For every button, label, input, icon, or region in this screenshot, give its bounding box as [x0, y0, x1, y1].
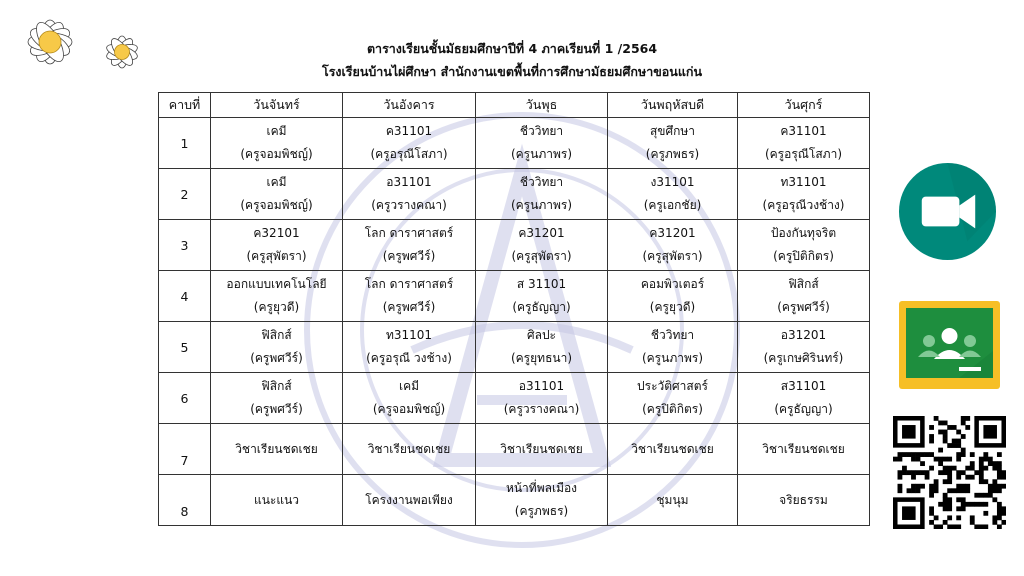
column-header-thursday: วันพฤหัสบดี: [608, 93, 738, 118]
schedule-cell: [343, 322, 476, 373]
teacher-label: (ครูสุพัตรา): [246, 249, 307, 263]
subject-label: อ31101: [386, 175, 432, 189]
qr-code-icon[interactable]: [893, 416, 1006, 529]
subject-label: ชีววิทยา: [519, 124, 564, 138]
schedule-cell: [343, 271, 476, 322]
subject-label: อ31201: [780, 328, 827, 342]
column-header-tuesday: วันอังคาร: [343, 93, 476, 118]
schedule-cell: [738, 271, 870, 322]
schedule-cell: [608, 271, 738, 322]
schedule-cell: [738, 118, 870, 169]
google-classroom-icon[interactable]: [899, 301, 1000, 389]
subject-label: ฟิสิกส์: [261, 328, 292, 342]
table-row: [159, 475, 870, 526]
teacher-label: (ครูเอกชัย): [643, 198, 702, 212]
teacher-label: (ครูธัญญา): [512, 300, 571, 314]
subject-label: ง31101: [650, 175, 695, 189]
teacher-label: (ครูอรุณีโสภา): [370, 147, 448, 161]
table-row: [159, 118, 870, 169]
subject-label: ท31101: [385, 328, 433, 342]
schedule-cell: [211, 220, 343, 271]
schedule-cell: [476, 475, 608, 526]
table-row: [159, 169, 870, 220]
teacher-label: (ครูจอมพิชญ์): [372, 402, 446, 416]
table-row: [159, 373, 870, 424]
schedule-cell: [211, 271, 343, 322]
schedule-cell: [476, 169, 608, 220]
period-number: 5: [159, 322, 211, 373]
subject-label: ส31101: [780, 379, 827, 393]
page-title: ตารางเรียนชั้นมัธยมศึกษาปีที่ 4 ภาคเรียนที่ 1 /2564: [366, 41, 658, 56]
schedule-cell: [211, 373, 343, 424]
teacher-label: (ครูยุวดี): [649, 300, 696, 314]
subject-label: เคมี: [266, 124, 287, 138]
subject-label: ค31101: [385, 124, 433, 138]
subject-label: ค31201: [649, 226, 696, 240]
schedule-cell: [476, 271, 608, 322]
teacher-label: (ครูสุพัตรา): [511, 249, 572, 263]
teacher-label: (ครูภพธร): [514, 504, 569, 518]
schedule-cell: [476, 373, 608, 424]
subject-label: จริยธรรม: [779, 492, 828, 507]
teacher-label: (ครูพศวีร์): [250, 351, 303, 365]
period-number: 1: [159, 118, 211, 169]
teacher-label: (ครูนภาพร): [510, 147, 573, 161]
subject-label: ป้องกันทุจริต: [770, 226, 837, 240]
period-number: 2: [159, 169, 211, 220]
teacher-label: (ครูนภาพร): [641, 351, 704, 365]
schedule-cell: [738, 220, 870, 271]
subject-label: ส 31101: [516, 277, 567, 291]
teacher-label: (ครูวรางคณา): [371, 198, 447, 212]
schedule-cell: [738, 169, 870, 220]
teacher-label: (ครูธัญญา): [774, 402, 833, 416]
teacher-label: (ครูยุทธนา): [510, 351, 573, 365]
teacher-label: (ครูนภาพร): [510, 198, 573, 212]
subject-label: อ31101: [518, 379, 565, 393]
subject-label: ค31101: [780, 124, 827, 138]
schedule-cell: [211, 169, 343, 220]
subject-label: ค32101: [253, 226, 300, 240]
table-row: [159, 322, 870, 373]
table-header-row: [159, 93, 870, 118]
schedule-cell: วิชาเรียนชดเชย: [608, 424, 738, 475]
schedule-cell: [476, 322, 608, 373]
subject-label: หน้าที่พลเมือง: [505, 481, 578, 495]
period-number: 6: [159, 373, 211, 424]
teacher-label: (ครูวรางคณา): [503, 402, 580, 416]
period-number: 8: [180, 504, 189, 519]
schedule-cell: [343, 220, 476, 271]
column-header-friday: วันศุกร์: [738, 93, 870, 118]
subject-label: ฟิสิกส์: [261, 379, 292, 393]
schedule-cell: [738, 373, 870, 424]
subject-label: โลก ดาราศาสตร์: [364, 277, 454, 291]
teacher-label: (ครูพศวีร์): [250, 402, 303, 416]
schedule-cell: วิชาเรียนชดเชย: [211, 424, 343, 475]
subject-label: ประวัติศาสตร์: [637, 379, 708, 393]
teacher-label: (ครูสุพัตรา): [642, 249, 703, 263]
table-row: [159, 220, 870, 271]
schedule-cell: [211, 475, 343, 526]
period-number-cell: [159, 475, 211, 526]
schedule-cell: [211, 118, 343, 169]
teacher-label: (ครูปิติกิตร): [773, 249, 834, 263]
schedule-cell: [608, 169, 738, 220]
schedule-cell: [343, 169, 476, 220]
subject-label: สุขศึกษา: [649, 124, 696, 138]
column-header-wednesday: วันพุธ: [476, 93, 608, 118]
subject-label: ชุมนุม: [656, 492, 689, 507]
column-header-period: คาบที่: [159, 93, 211, 118]
period-number: 7: [180, 453, 189, 468]
teacher-label: (ครูจอมพิชญ์): [240, 198, 313, 212]
teacher-label: (ครูยุวดี): [253, 300, 300, 314]
subject-label: เคมี: [266, 175, 287, 189]
schedule-cell: [343, 118, 476, 169]
schedule-cell: [343, 475, 476, 526]
schedule-cell: [343, 373, 476, 424]
table-row: [159, 424, 870, 475]
subject-label: ฟิสิกส์: [788, 277, 819, 291]
subject-label: ออกแบบเทคโนโลยี: [226, 277, 327, 291]
schedule-cell: [608, 118, 738, 169]
teacher-label: (ครูปิติกิตร): [642, 402, 703, 416]
schedule-cell: [608, 322, 738, 373]
schedule-cell: [608, 373, 738, 424]
subject-label: ท31101: [780, 175, 827, 189]
subject-label: เคมี: [398, 379, 420, 393]
schedule-cell: [738, 475, 870, 526]
google-meet-icon[interactable]: [898, 162, 997, 261]
column-header-monday: วันจันทร์: [211, 93, 343, 118]
schedule-cell: [476, 220, 608, 271]
period-number-cell: [159, 424, 211, 475]
schedule-cell: [211, 322, 343, 373]
page-subtitle: โรงเรียนบ้านไผ่ศึกษา สำนักงานเขตพื้นที่การศึกษามัธยมศึกษาขอนแก่น: [321, 64, 703, 79]
subject-label: ชีววิทยา: [650, 328, 695, 342]
teacher-label: (ครูพศวีร์): [382, 300, 436, 314]
table-row: [159, 271, 870, 322]
subject-label: โครงงานพอเพียง: [365, 492, 453, 507]
teacher-label: (ครูจอมพิชญ์): [240, 147, 313, 161]
schedule-cell: [608, 220, 738, 271]
timetable: [158, 92, 870, 526]
period-number: 3: [159, 220, 211, 271]
teacher-label: (ครูอรุณีวงช้าง): [762, 198, 845, 212]
teacher-label: (ครูอรุณีโสภา): [764, 147, 843, 161]
teacher-label: (ครูภพธร): [645, 147, 700, 161]
schedule-cell: วิชาเรียนชดเชย: [738, 424, 870, 475]
subject-label: ค31201: [518, 226, 565, 240]
schedule-cell: [738, 322, 870, 373]
teacher-label: (ครูพศวีร์): [777, 300, 830, 314]
subject-label: คอมพิวเตอร์: [640, 277, 705, 291]
schedule-cell: วิชาเรียนชดเชย: [343, 424, 476, 475]
schedule-cell: วิชาเรียนชดเชย: [476, 424, 608, 475]
schedule-cell: [476, 118, 608, 169]
schedule-cell: [608, 475, 738, 526]
teacher-label: (ครูเกษศิรินทร์): [763, 351, 844, 365]
subject-label: แนะแนว: [253, 492, 300, 507]
subject-label: ชีววิทยา: [519, 175, 564, 189]
subject-label: โลก ดาราศาสตร์: [364, 226, 454, 240]
teacher-label: (ครูอรุณี วงช้าง): [366, 351, 452, 365]
period-number: 4: [159, 271, 211, 322]
subject-label: ศิลปะ: [526, 328, 557, 342]
teacher-label: (ครูพศวีร์): [382, 249, 436, 263]
